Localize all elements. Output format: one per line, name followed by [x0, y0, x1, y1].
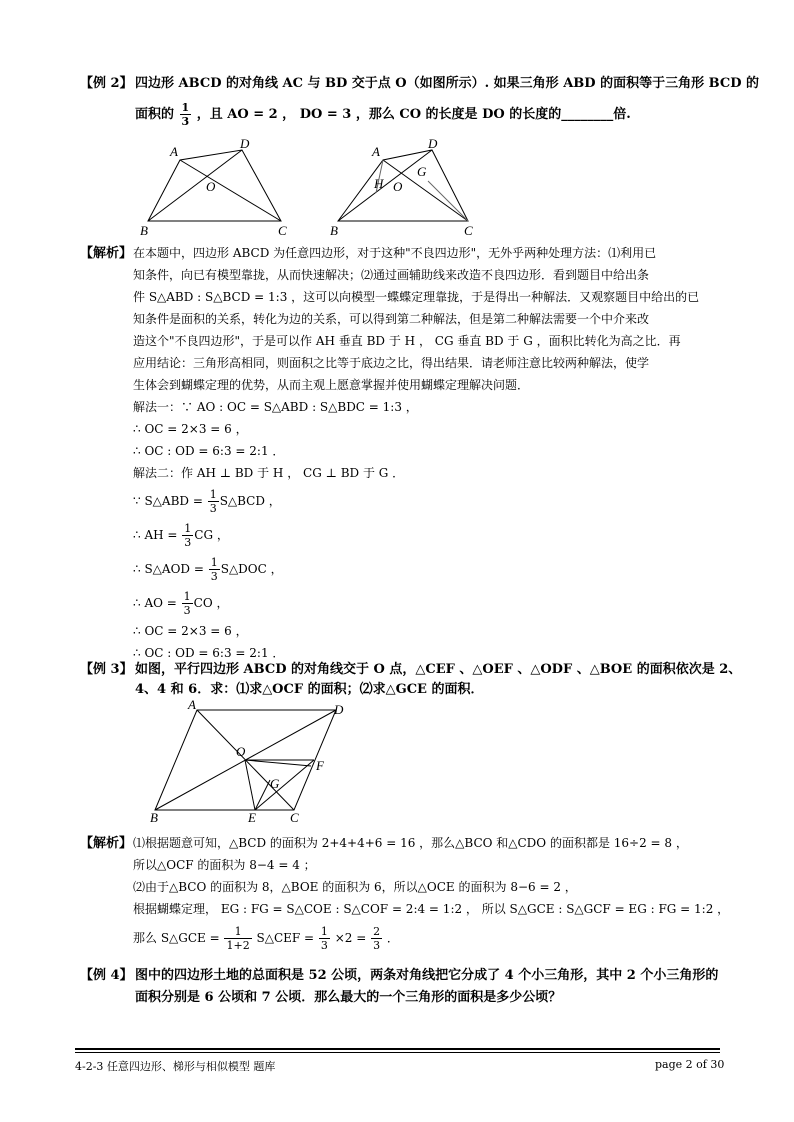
example-4-label: 【例 4】: [80, 968, 133, 983]
page-number: page 2 of 30: [655, 1058, 725, 1071]
analysis-3-body: [133, 832, 729, 956]
example-2-text-line1: 四边形 ABCD 的对角线 AC 与 BD 交于点 O（如图所示）. 如果三角形 ABD 的面积等于三角形 BCD 的: [135, 76, 759, 91]
analysis-3-line: ⑴根据题意可知，△BCD 的面积为 2+4+4+6 = 16 ，那么△BCO 和△CDO 的面积都是 16÷2 = 8 ，: [133, 836, 688, 850]
fig1-label-c: C: [278, 223, 287, 236]
analysis-2-line: 生体会到蝴蝶定理的优势，从而主观上愿意掌握并使用蝴蝶定理解决问题．: [133, 378, 530, 392]
footer-title: 4-2-3 任意四边形、梯形与相似模型 题库: [75, 1060, 276, 1073]
solution-2-line: 解法二：作 AH ⊥ BD 于 H ， CG ⊥ BD 于 G ．: [133, 466, 405, 480]
solution-2-frac-line: ∴ AO = $\frac{1}{3}$ CO ，: [133, 590, 229, 617]
analysis-2-line: 应用结论：三角形高相同，则面积之比等于底边之比，得出结果．请老师注意比较两种解法，使学: [133, 356, 650, 370]
analysis-2-line: 在本题中，四边形 ABCD 为任意四边形，对于这种"不良四边形"，无外乎两种处理方法：⑴利用已: [133, 246, 657, 260]
fig1-label-a: A: [170, 144, 178, 159]
solution-1-line: 解法一：∵ AO : OC = S△ABD : S△BDC = 1:3 ，: [133, 400, 418, 414]
parallelogram-figure: [140, 698, 360, 826]
fig3-label-b: B: [150, 810, 158, 825]
fig2-label-b: B: [330, 223, 338, 236]
analysis-3-label: 【解析】: [80, 836, 133, 851]
footer-rule-thin: [75, 1052, 720, 1053]
example-2-text-line2: [135, 98, 631, 132]
solution-1-line: ∴ OC : OD = 6:3 = 2:1 ．: [133, 444, 285, 458]
footer-rule-thick: [75, 1048, 720, 1050]
solution-2-frac-line: ∴ AH = $\frac{1}{3}$ CG ，: [133, 522, 229, 549]
quadrilateral-figure-2: [328, 136, 488, 236]
fig3-label-c: C: [290, 810, 299, 825]
solution-2-line: ∴ OC : OD = 6:3 = 2:1 ．: [133, 646, 285, 660]
solution-1-line: ∴ OC = 2×3 = 6 ，: [133, 422, 248, 436]
example-3-text-line1: 如图，平行四边形 ABCD 的对角线交于 O 点，△CEF 、△OEF 、△ODF 、△BOE 的面积依次是 2、: [135, 662, 742, 677]
fig2-label-o: O: [393, 179, 403, 194]
fraction-one-third: $\frac{1}{3}$: [181, 101, 190, 128]
analysis-2-body: [133, 242, 699, 664]
fig3-label-e: E: [248, 810, 256, 825]
analysis-2-line: 造这个"不良四边形"，于是可以作 AH 垂直 BD 于 H ， CG 垂直 BD 于 G ，面积比转化为高之比．再: [133, 334, 681, 348]
fig3-label-a: A: [188, 698, 196, 712]
fig1-label-b: B: [140, 223, 148, 236]
solution-2-line: ∴ OC = 2×3 = 6 ，: [133, 624, 248, 638]
fig3-label-g: G: [270, 776, 280, 791]
fig3-label-d: D: [334, 702, 344, 717]
fig1-label-d: D: [240, 136, 250, 151]
analysis-2-line: 件 S△ABD : S△BCD = 1:3 ，这可以向模型一蝶蝶定理靠拢，于是得出一种解法．又观察题目中给出的已: [133, 290, 700, 304]
example-2-line2-a: 面积的: [135, 107, 175, 122]
example-3-text-line2: 4、4 和 6．求：⑴求△OCF 的面积；⑵求△GCE 的面积．: [135, 682, 484, 697]
analysis-2-line: 知条件是面积的关系，转化为边的关系，可以得到第二种解法，但是第二种解法需要一个中介来改: [133, 312, 650, 326]
quadrilateral-figure-1: [138, 136, 298, 236]
example-2-label: 【例 2】: [80, 76, 133, 91]
analysis-3-line: 根据蝴蝶定理， EG : FG = S△COE : S△COF = 2:4 = 1:2 ， 所以 S△GCE : S△GCF = EG : FG = 1:2 ，: [133, 902, 730, 916]
analysis-3-line: 所以△OCF 的面积为 8−4 = 4 ；: [133, 858, 316, 872]
analysis-2-line: 知条件，向已有模型靠拢，从而快速解决；⑵通过画辅助线来改造不良四边形．看到题目中给出条: [133, 268, 650, 282]
analysis-3-line: ⑵由于△BCO 的面积为 8，△BOE 的面积为 6，所以△OCE 的面积为 8−6 = 2 ，: [133, 880, 577, 894]
analysis-2-label: 【解析】: [80, 246, 133, 261]
example-4-text-line1: 图中的四边形土地的总面积是 52 公顷，两条对角线把它分成了 4 个小三角形，其中 2 个小三角形的: [135, 968, 719, 983]
fig1-label-o: O: [206, 179, 216, 194]
fig3-label-o: O: [236, 744, 246, 759]
solution-2-frac-line: ∴ S△AOD = $\frac{1}{3}$ S△DOC ，: [133, 556, 283, 583]
example-4-text-line2: 面积分别是 6 公顷和 7 公顷．那么最大的一个三角形的面积是多少公顷？: [135, 990, 562, 1005]
example-2-line2-b: ，且 AO = 2 ， DO = 3 ，那么 CO 的长度是 DO 的长度的________倍.: [196, 107, 631, 122]
analysis-3-final-line: 那么 S△GCE = $\frac{1}{1+2}$ S△CEF = $\frac{1}{3}$ ×2 = $\frac{2}{3}$ ．: [133, 925, 399, 952]
fig2-label-h: H: [374, 176, 384, 191]
fig2-label-a: A: [372, 144, 380, 159]
fig2-label-c: C: [464, 223, 473, 236]
fig3-label-f: F: [316, 758, 324, 773]
example-3-label: 【例 3】: [80, 662, 133, 677]
solution-2-frac-line: ∵ S△ABD = $\frac{1}{3}$ S△BCD ，: [133, 488, 281, 515]
fig2-label-g: G: [417, 164, 427, 179]
fig2-label-d: D: [428, 136, 438, 151]
